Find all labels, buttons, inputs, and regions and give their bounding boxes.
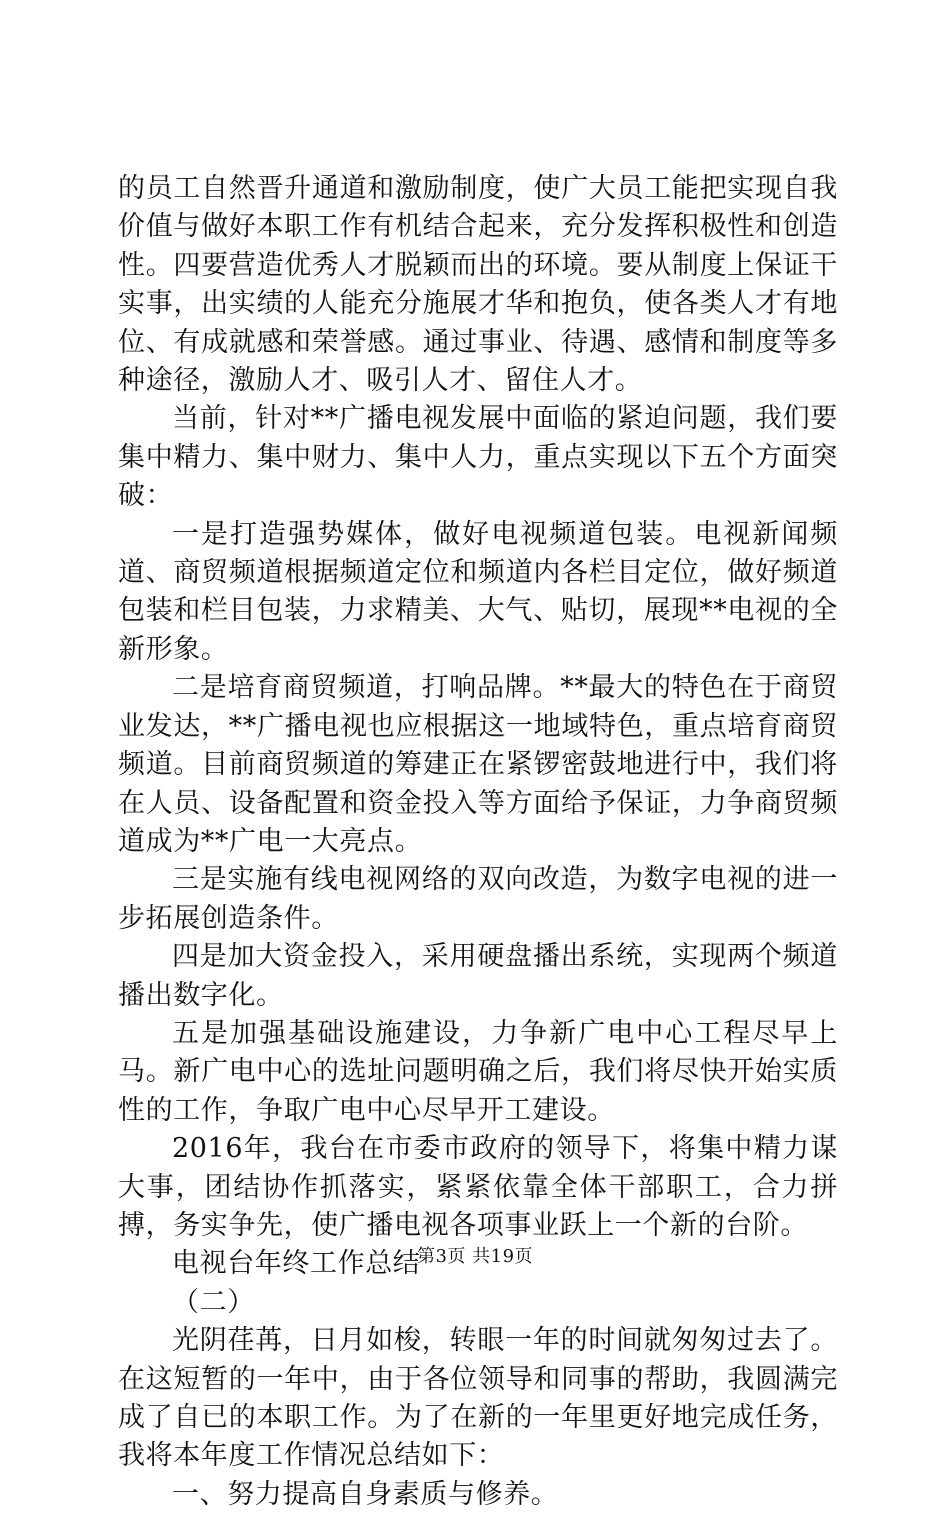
paragraph-point-three: 三是实施有线电视网络的双向改造，为数字电视的进一步拓展创造条件。 (118, 864, 838, 934)
section-number: （二） (172, 1286, 255, 1318)
paragraph-intro: 光阴荏苒，日月如梭，转眼一年的时间就匆匆过去了。在这短暂的一年中，由于各位领导和同事的帮助，我圆满完成了自已的本职工作。为了在新的一年里更好地完成任务，我将本年度工作情况总结如下： (118, 1325, 838, 1472)
paragraph-current-focus: 当前，针对**广播电视发展中面临的紧迫问题，我们要集中精力、集中财力、集中人力，重点实现以下五个方面突破： (118, 403, 838, 512)
paragraph-2016-outlook: 2016年，我台在市委市政府的领导下，将集中精力谋大事，团结协作抓落实，紧紧依靠全体干部职工，合力拼搏，务实争先，使广播电视各项事业跃上一个新的台阶。 (118, 1133, 838, 1241)
paragraph-point-two: 二是培育商贸频道，打响品牌。**最大的特色在于商贸业发达，**广播电视也应根据这一地域特色，重点培育商贸频道。目前商贸频道的筹建正在紧锣密鼓地进行中，我们将在人员、设备配置和资金投入等方面给予保证，力争商贸频道成为**广电一大亮点。 (118, 672, 838, 857)
paragraph-continuation: 的员工自然晋升通道和激励制度，使广大员工能把实现自我价值与做好本职工作有机结合起来，充分发挥积极性和创造性。四要营造优秀人才脱颖而出的环境。要从制度上保证干实事，出实绩的人能充分施展才华和抱负，使各类人才有地位、有成就感和荣誉感。通过事业、待遇、感情和制度等多种途径，激励人才、吸引人才、留住人才。 (118, 173, 838, 397)
paragraph-point-five: 五是加强基础设施建设，力争新广电中心工程尽早上马。新广电中心的选址问题明确之后，我们将尽快开始实质性的工作，争取广电中心尽早开工建设。 (118, 1017, 838, 1126)
paragraph-point-four: 四是加大资金投入，采用硬盘播出系统，实现两个频道播出数字化。 (118, 941, 838, 1011)
document-body (118, 170, 838, 1514)
page-footer (0, 1246, 950, 1268)
section-heading: 电视台年终工作总结 (172, 1248, 421, 1280)
paragraph-point-one: 一是打造强势媒体，做好电视频道包装。电视新闻频道、商贸频道根据频道定位和频道内各栏目定位，做好频道包装和栏目包装，力求精美、大气、贴切，展现**电视的全新形象。 (118, 518, 838, 665)
page-number-label: 第3页 共19页 (416, 1246, 534, 1267)
paragraph-item-one: 一、努力提高自身素质与修养。 (172, 1478, 559, 1510)
